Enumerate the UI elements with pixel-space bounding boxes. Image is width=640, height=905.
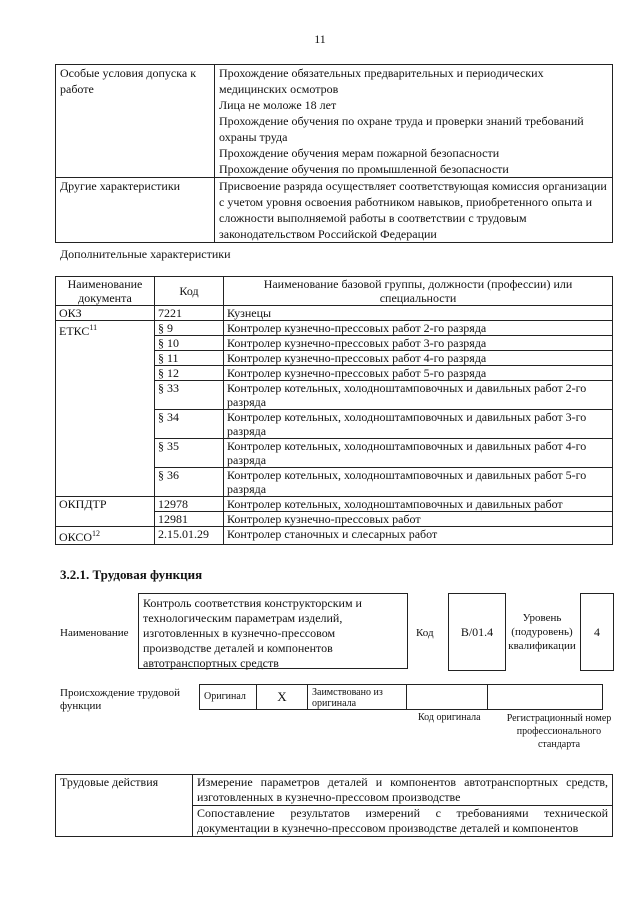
code-original-cell	[406, 684, 488, 710]
header-code: Код	[155, 277, 224, 306]
section-title: 3.2.1. Трудовая функция	[60, 567, 203, 582]
other-value: Присвоение разряда осуществляет соответствующая комиссия организации с учетом уровня освоения работником навыков, приобретенного опыта и сложности выполняемой работы в соответствии с трудовым законодательством Российской Федерации	[215, 178, 613, 243]
conditions-label: Особые условия допуска к работе	[56, 65, 215, 178]
level-value: 4	[580, 593, 614, 671]
table-row	[56, 306, 613, 321]
name-cell: Контролер котельных, холодноштамповочных и давильных работ 4-го разряда	[224, 439, 613, 468]
code-cell: 12978	[155, 497, 224, 512]
code-cell: § 11	[155, 351, 224, 366]
borrowed-label: Заимствовано из оригинала	[307, 684, 407, 710]
condition-line: Лица не моложе 18 лет	[219, 98, 337, 112]
doc-okpdtr: ОКПДТР	[56, 497, 155, 527]
code-cell: 2.15.01.29	[155, 527, 224, 545]
table-row	[56, 321, 613, 336]
name-cell: Контролер котельных, холодноштамповочных и давильных работ 5-го разряда	[224, 468, 613, 497]
table-row	[56, 497, 613, 512]
name-label: Наименование	[60, 627, 129, 639]
condition-line: Прохождение обязательных предварительных и периодических медицинских осмотров	[219, 66, 544, 96]
footnote-ref: 12	[92, 529, 101, 538]
table-row	[56, 65, 613, 178]
name-cell: Контролер кузнечно-прессовых работ 5-го разряда	[224, 366, 613, 381]
name-cell: Контролер кузнечно-прессовых работ 2-го разряда	[224, 321, 613, 336]
function-code: В/01.4	[448, 593, 506, 671]
table-row	[56, 775, 613, 806]
original-mark: X	[256, 684, 308, 710]
code-cell: § 33	[155, 381, 224, 410]
level-label: Уровень (подуровень) квалификации	[508, 612, 576, 652]
page-number: 11	[314, 32, 326, 46]
code-cell: 7221	[155, 306, 224, 321]
code-cell: § 36	[155, 468, 224, 497]
code-cell: § 9	[155, 321, 224, 336]
name-cell: Контролер котельных, холодноштамповочных и давильных работ	[224, 497, 613, 512]
name-cell: Контролер кузнечно-прессовых работ 4-го разряда	[224, 351, 613, 366]
other-label: Другие характеристики	[56, 178, 215, 243]
original-label: Оригинал	[199, 684, 257, 710]
table-row	[56, 527, 613, 545]
labor-actions-label: Трудовые действия	[56, 775, 193, 837]
table-row	[56, 178, 613, 243]
conditions-values	[215, 65, 613, 178]
additional-heading: Дополнительные характеристики	[60, 247, 231, 261]
reg-number-cell	[487, 684, 603, 710]
conditions-table	[55, 64, 613, 243]
doc-etks	[56, 321, 155, 497]
labor-action-item: Измерение параметров деталей и компонентов автотранспортных средств, изготовленных в кузнечно-прессовом производстве	[193, 775, 613, 806]
condition-line: Прохождение обучения мерам пожарной безопасности	[219, 146, 500, 160]
code-cell: § 10	[155, 336, 224, 351]
code-original-label: Код оригинала	[418, 712, 481, 723]
code-cell: 12981	[155, 512, 224, 527]
name-cell: Кузнецы	[224, 306, 613, 321]
labor-action-item: Сопоставление результатов измерений с требованиями технической документации в кузнечно-прессовом производстве деталей и компонентов	[193, 806, 613, 837]
name-cell: Контролер котельных, холодноштамповочных и давильных работ 2-го разряда	[224, 381, 613, 410]
additional-table	[55, 276, 613, 545]
origin-row	[200, 684, 603, 710]
header-name: Наименование базовой группы, должности (профессии) или специальности	[224, 277, 613, 306]
code-cell: § 35	[155, 439, 224, 468]
doc-okz: ОКЗ	[56, 306, 155, 321]
doc-okso-label: ОКСО	[59, 530, 93, 544]
doc-etks-label: ЕТКС	[59, 324, 90, 338]
table-header-row	[56, 277, 613, 306]
condition-line: Прохождение обучения по промышленной безопасности	[219, 162, 509, 176]
name-cell: Контролер кузнечно-прессовых работ	[224, 512, 613, 527]
function-name: Контроль соответствия конструкторским и технологическим параметрам изделий, изготовленных в кузнечно-прессовом производстве деталей и компонентов автотранспортных средств	[138, 593, 408, 669]
footnote-ref: 11	[89, 323, 98, 332]
code-cell: § 12	[155, 366, 224, 381]
doc-okso	[56, 527, 155, 545]
labor-actions-table	[55, 774, 613, 837]
header-document: Наименование документа	[56, 277, 155, 306]
name-cell: Контролер станочных и слесарных работ	[224, 527, 613, 545]
code-cell: § 34	[155, 410, 224, 439]
origin-label: Происхождение трудовой функции	[60, 687, 181, 712]
name-cell: Контролер кузнечно-прессовых работ 3-го разряда	[224, 336, 613, 351]
name-cell: Контролер котельных, холодноштамповочных и давильных работ 3-го разряда	[224, 410, 613, 439]
condition-line: Прохождение обучения по охране труда и проверки знаний требований охраны труда	[219, 114, 584, 144]
code-label: Код	[416, 627, 434, 639]
reg-number-label: Регистрационный номер профессионального стандарта	[506, 713, 612, 750]
